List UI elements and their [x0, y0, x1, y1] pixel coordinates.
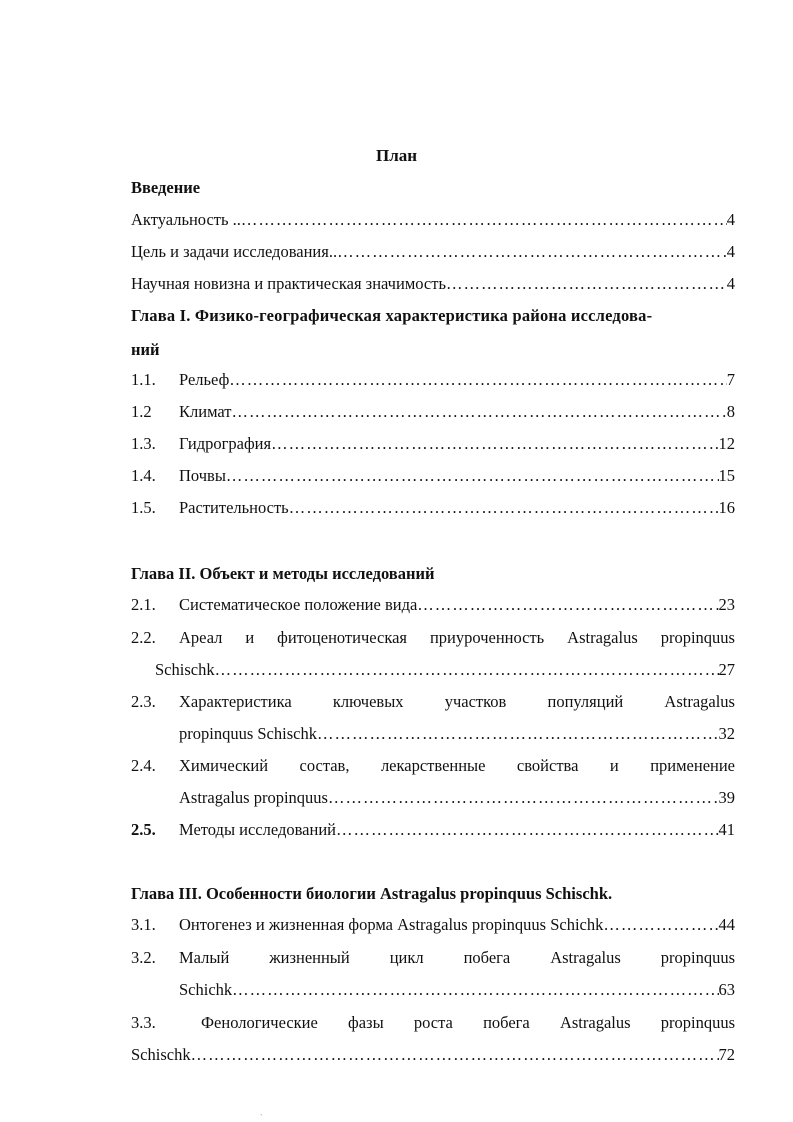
toc-entry-cont [179, 980, 735, 1000]
toc-entry [131, 692, 735, 712]
toc-entry-text: Почвы [179, 466, 226, 485]
toc-entry-cont [179, 724, 735, 744]
toc-page-number: 23 [718, 595, 735, 614]
toc-page-number: 12 [718, 434, 735, 453]
toc-page-number: 32 [718, 724, 735, 743]
toc-entry-number: 3.1. [131, 915, 156, 934]
toc-entry [131, 466, 735, 486]
leader-dots [271, 434, 718, 454]
toc-entry-text [201, 1013, 735, 1033]
toc-entry [131, 595, 735, 615]
toc-entry-text: Актуальность .. [131, 210, 241, 229]
toc-entry [131, 756, 735, 776]
toc-word: Astragalus [550, 948, 621, 967]
toc-entry [131, 498, 735, 518]
toc-entry-text [179, 948, 735, 968]
toc-page-number: 7 [726, 370, 735, 389]
leader-dots [417, 595, 718, 615]
toc-page-number: 44 [718, 915, 735, 934]
toc-word: состав, [299, 756, 350, 775]
toc-entry-cont [155, 660, 735, 680]
toc-entry-number: 2.2. [131, 628, 156, 647]
toc-entry-text: Schischk [131, 1045, 191, 1064]
leader-dots [337, 242, 727, 262]
toc-entry-text: Цель и задачи исследования.. [131, 242, 338, 261]
toc-word: Ареал [179, 628, 223, 647]
toc-word: Малый [179, 948, 230, 967]
toc-word: Фенологические [201, 1013, 318, 1032]
toc-word: приуроченность [429, 628, 545, 647]
toc-entry [131, 1013, 735, 1033]
toc-entry-text: Онтогенез и жизненная форма Astragalus propinquus Schichk [179, 915, 604, 934]
toc-entry [131, 242, 735, 262]
toc-entry-number: 3.3. [131, 1013, 156, 1032]
intro-heading: Введение [131, 178, 201, 197]
toc-entry-number: 3.2. [131, 948, 156, 967]
toc-word: propinquus [660, 948, 735, 967]
leader-dots [446, 274, 727, 294]
toc-entry-number: 1.5. [131, 498, 156, 517]
toc-entry-text: Astragalus propinquus [179, 788, 328, 807]
leader-dots [191, 1045, 719, 1065]
toc-page-number: 72 [718, 1045, 735, 1064]
toc-entry [131, 274, 735, 294]
toc-word: роста [413, 1013, 453, 1032]
toc-entry-text: Гидрография [179, 434, 272, 453]
toc-entry-number: 2.4. [131, 756, 156, 775]
toc-entry [131, 402, 735, 422]
toc-word: Astragalus [664, 692, 735, 711]
toc-word: популяций [547, 692, 624, 711]
toc-word: Astragalus [559, 1013, 631, 1032]
toc-word: Характеристика [179, 692, 292, 711]
toc-entry-number: 2.5. [131, 820, 156, 839]
leader-dots [226, 466, 719, 486]
toc-word: Astragalus [567, 628, 638, 647]
toc-entry-number: 1.1. [131, 370, 156, 389]
toc-entry-text: Растительность [179, 498, 289, 517]
toc-word: propinquus [660, 1013, 735, 1032]
leader-dots [289, 498, 719, 518]
toc-entry [131, 628, 735, 648]
toc-entry-number: 2.1. [131, 595, 156, 614]
toc-entry-text: Методы исследований [179, 820, 336, 839]
toc-word: Химический [179, 756, 269, 775]
toc-entry-text: Климат [179, 402, 232, 421]
leader-dots [229, 370, 726, 390]
leader-dots [328, 788, 719, 808]
leader-dots [232, 980, 718, 1000]
toc-word: лекарственные [380, 756, 486, 775]
toc-word: propinquus [660, 628, 735, 647]
toc-word: и [609, 756, 619, 775]
toc-entry-text: propinquus Schischk [179, 724, 317, 743]
scan-speck: ˋ [260, 1113, 263, 1122]
toc-entry [131, 434, 735, 454]
toc-word: фитоценотическая [277, 628, 408, 647]
toc-entry-text: Schichk [179, 980, 233, 999]
leader-dots [232, 402, 727, 422]
toc-word: участков [444, 692, 507, 711]
toc-entry-cont [131, 1045, 735, 1065]
toc-word: фазы [348, 1013, 384, 1032]
toc-entry [131, 210, 735, 230]
toc-word: применение [650, 756, 735, 775]
toc-entry-text [179, 628, 735, 648]
toc-page-number: 4 [726, 274, 735, 293]
toc-entry-number: 1.4. [131, 466, 156, 485]
toc-page-number: 27 [718, 660, 735, 679]
leader-dots [336, 820, 719, 840]
chapter1-heading: Глава I. Физико-географическая характеристика района исследова- [131, 306, 653, 325]
toc-word: ключевых [332, 692, 404, 711]
leader-dots [317, 724, 719, 744]
toc-entry-text: Научная новизна и практическая значимость [131, 274, 446, 293]
toc-page-number: 16 [718, 498, 735, 517]
toc-page-number: 4 [726, 242, 735, 261]
toc-page-number: 39 [718, 788, 735, 807]
toc-page-number: 8 [726, 402, 735, 421]
toc-entry-text: Schischk [155, 660, 215, 679]
toc-entry-text [179, 692, 735, 712]
toc-entry-text [179, 756, 735, 776]
toc-entry-cont [179, 788, 735, 808]
toc-entry-number: 1.2 [131, 402, 152, 421]
toc-entry [131, 948, 735, 968]
toc-entry [131, 915, 735, 935]
toc-word: свойства [516, 756, 579, 775]
toc-page-number: 63 [718, 980, 735, 999]
toc-word: жизненный [269, 948, 350, 967]
leader-dots [241, 210, 727, 230]
toc-word: побега [463, 948, 511, 967]
chapter2-heading: Глава II. Объект и методы исследований [131, 564, 435, 583]
toc-entry [131, 370, 735, 390]
leader-dots [603, 915, 718, 935]
chapter3-heading: Глава III. Особенности биологии Astragalus propinquus Schischk. [131, 884, 613, 903]
toc-word: цикл [389, 948, 424, 967]
chapter1-heading-cont: ний [131, 340, 160, 359]
toc-entry [131, 820, 735, 840]
toc-page-number: 15 [718, 466, 735, 485]
toc-entry-number: 1.3. [131, 434, 156, 453]
toc-entry-text: Систематическое положение вида [179, 595, 418, 614]
toc-page-number: 41 [718, 820, 735, 839]
toc-entry-text: Рельеф [179, 370, 230, 389]
toc-word: и [245, 628, 255, 647]
toc-entry-number: 2.3. [131, 692, 156, 711]
toc-word: побега [483, 1013, 530, 1032]
leader-dots [215, 660, 719, 680]
toc-page-number: 4 [726, 210, 735, 229]
page-title: План [375, 146, 418, 165]
